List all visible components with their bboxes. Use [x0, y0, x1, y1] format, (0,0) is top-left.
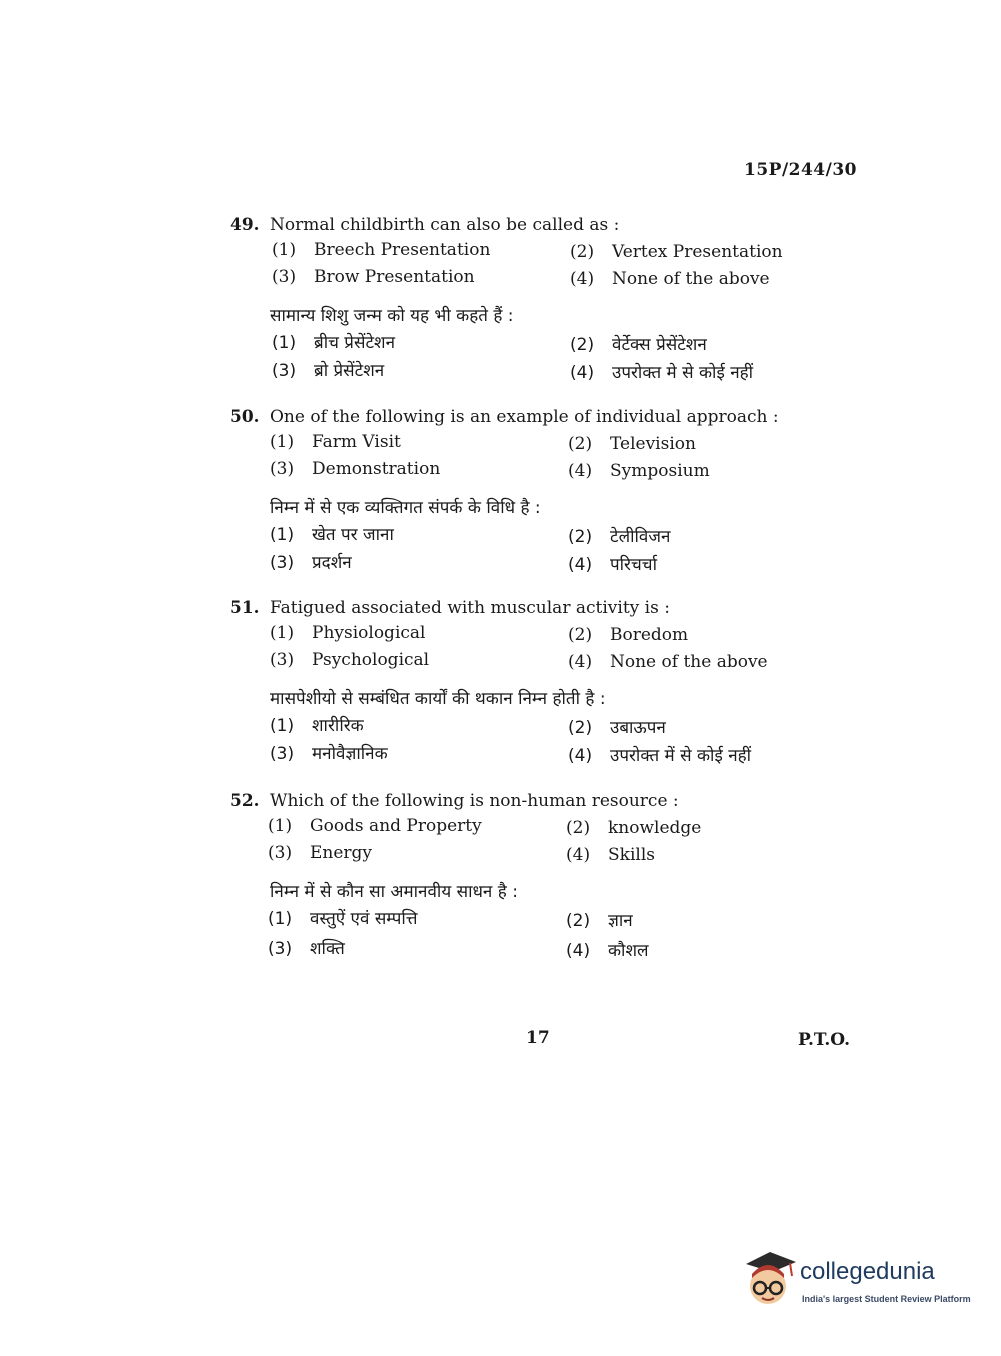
option-2: (2) Boredom: [568, 625, 689, 645]
question-51: [230, 595, 830, 771]
hindi-option-3: (3) शक्ति: [268, 939, 345, 959]
logo-tagline: India's largest Student Review Platform: [802, 1294, 971, 1304]
option-3: (3) Brow Presentation: [272, 267, 475, 287]
option-1: (1) Breech Presentation: [272, 240, 491, 260]
question-text: Normal childbirth can also be called as :: [270, 215, 620, 235]
option-1: (1) Goods and Property: [268, 816, 482, 836]
option-4: (4) Skills: [566, 845, 655, 865]
question-number: 52.: [230, 791, 260, 811]
hindi-option-4: (4) कौशल: [566, 941, 649, 961]
hindi-option-4: (4) उपरोक्त मे से कोई नहीं: [570, 363, 754, 383]
hindi-options: [230, 713, 830, 771]
option-3: (3) Demonstration: [270, 459, 441, 479]
hindi-option-3: (3) मनोवैज्ञानिक: [270, 744, 388, 764]
hindi-options: [230, 330, 830, 388]
hindi-option-4: (4) परिचर्चा: [568, 555, 658, 575]
hindi-option-2: (2) ज्ञान: [566, 911, 633, 931]
hindi-option-3: (3) ब्रो प्रेसेंटेशन: [272, 361, 385, 381]
mascot-icon: [740, 1248, 798, 1314]
options: [230, 814, 830, 868]
hindi-option-2: (2) उबाऊपन: [568, 718, 666, 738]
question-49: [230, 212, 830, 388]
option-4: (4) None of the above: [568, 652, 768, 672]
hindi-option-2: (2) वेर्टेक्स प्रेसेंटेशन: [570, 335, 707, 355]
options: [230, 238, 830, 292]
hindi-option-1: (1) ब्रीच प्रेसेंटेशन: [272, 333, 396, 353]
hindi-option-1: (1) शारीरिक: [270, 716, 364, 736]
options: [230, 430, 830, 484]
hindi-option-3: (3) प्रदर्शन: [270, 553, 352, 573]
logo-name: collegedunia: [800, 1258, 935, 1285]
option-2: (2) Vertex Presentation: [570, 242, 783, 262]
collegedunia-logo: [740, 1248, 970, 1318]
option-3: (3) Energy: [268, 843, 373, 863]
question-50: [230, 404, 830, 580]
pto-label: P.T.O.: [798, 1030, 850, 1050]
option-4: (4) None of the above: [570, 269, 770, 289]
hindi-option-1: (1) वस्तुऐं एवं सम्पत्ति: [268, 909, 418, 929]
hindi-options: [230, 906, 830, 964]
question-number: 50.: [230, 407, 260, 427]
question-52: [230, 788, 830, 964]
question-text: One of the following is an example of individual approach :: [270, 407, 779, 427]
hindi-question-text: निम्न में से एक व्यक्तिगत संपर्क के विधि है :: [270, 498, 541, 518]
hindi-question-text: मासपेशीयो से सम्बंधित कार्यों की थकान निम्न होती है :: [270, 689, 606, 709]
paper-code: 15P/244/30: [744, 160, 858, 180]
hindi-question-text: सामान्य शिशु जन्म को यह भी कहते हैं :: [270, 306, 514, 326]
option-1: (1) Physiological: [270, 623, 426, 643]
question-text: Fatigued associated with muscular activity is :: [270, 598, 670, 618]
question-number: 51.: [230, 598, 260, 618]
option-2: (2) knowledge: [566, 818, 702, 838]
hindi-question-text: निम्न में से कौन सा अमानवीय साधन है :: [270, 882, 518, 902]
option-4: (4) Symposium: [568, 461, 710, 481]
hindi-option-2: (2) टेलीविजन: [568, 527, 671, 547]
hindi-option-4: (4) उपरोक्त में से कोई नहीं: [568, 746, 752, 766]
options: [230, 621, 830, 675]
question-number: 49.: [230, 215, 260, 235]
option-3: (3) Psychological: [270, 650, 430, 670]
hindi-options: [230, 522, 830, 580]
page-number: 17: [526, 1028, 550, 1048]
option-1: (1) Farm Visit: [270, 432, 401, 452]
question-text: Which of the following is non-human resource :: [270, 791, 679, 811]
hindi-option-1: (1) खेत पर जाना: [270, 525, 394, 545]
option-2: (2) Television: [568, 434, 696, 454]
